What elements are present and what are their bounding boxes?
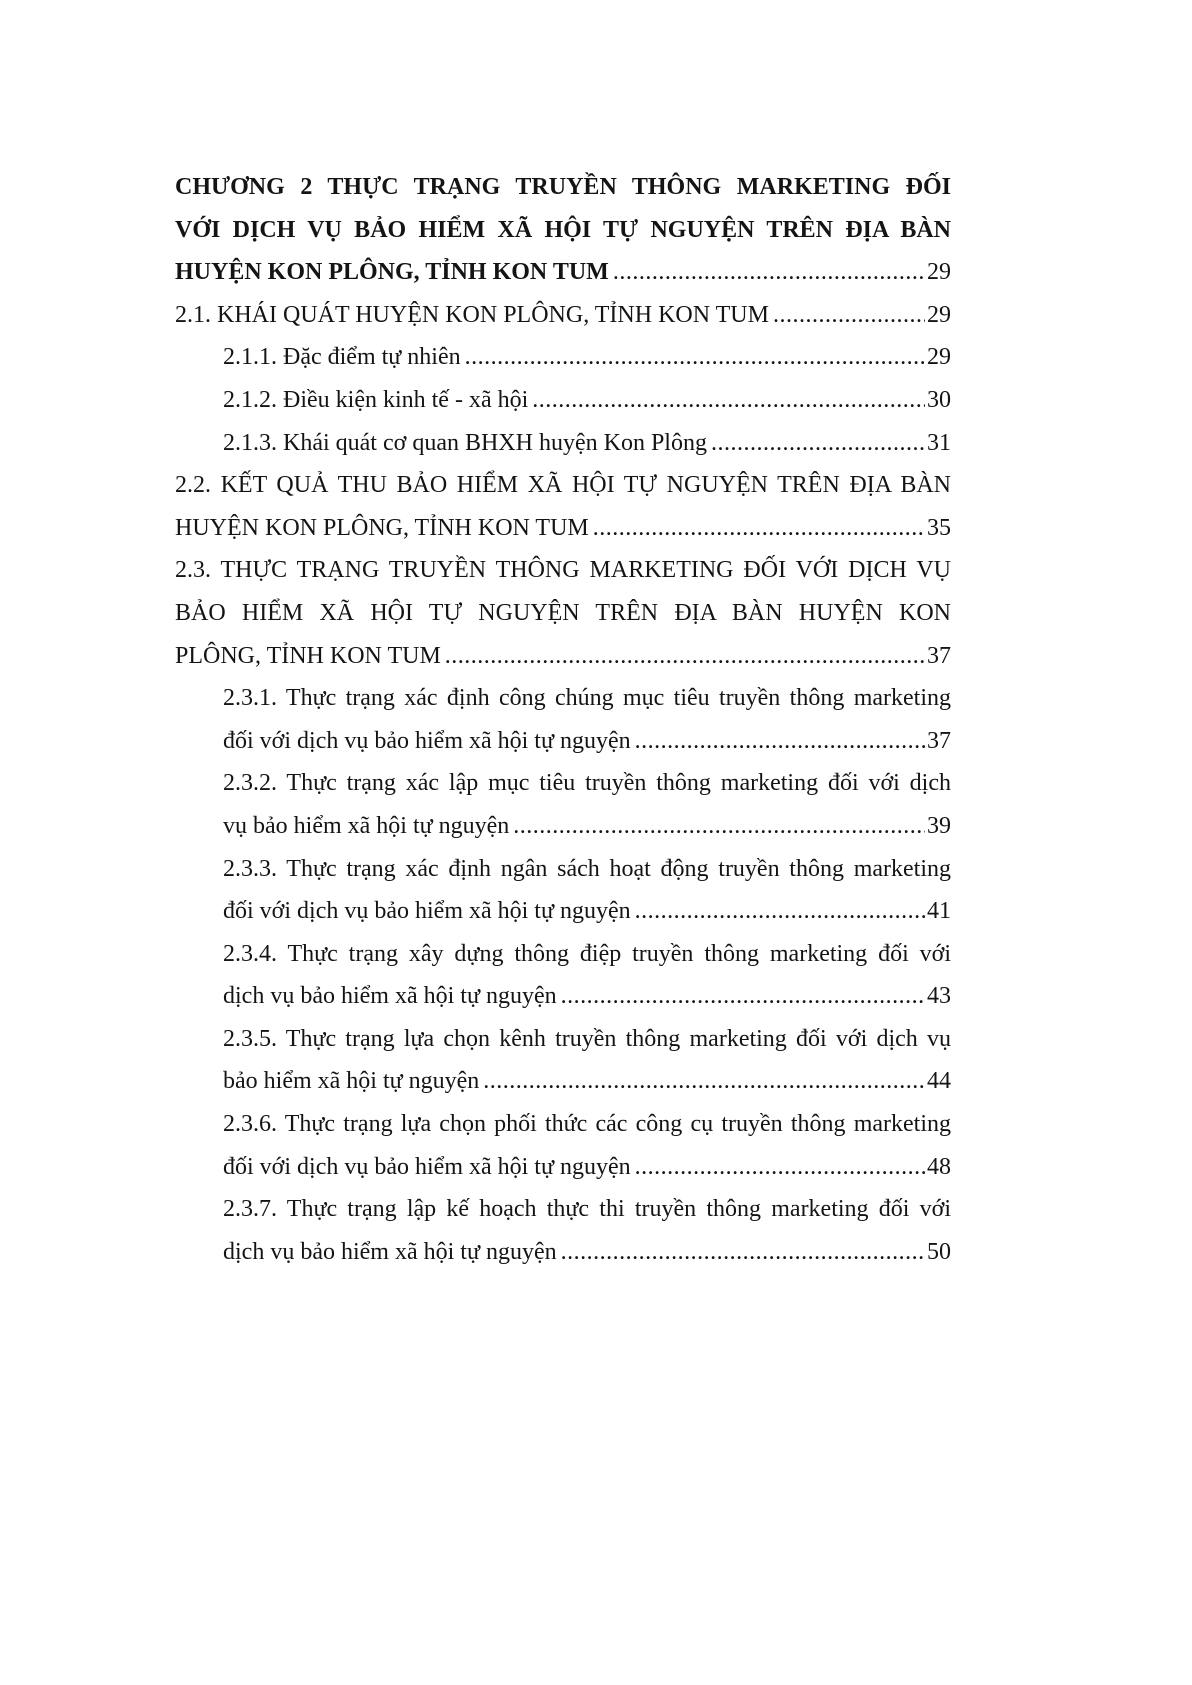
- toc-entry-last-line: [223, 1231, 951, 1274]
- dot-leader: [635, 890, 925, 933]
- toc-entry-title: 2.1.2. Điều kiện kinh tế - xã hội: [223, 386, 529, 413]
- toc-entry-title: bảo hiểm xã hội tự nguyện: [223, 1068, 480, 1095]
- toc-entry-line: CHƯƠNG 2 THỰC TRẠNG TRUYỀN THÔNG MARKETING ĐỐI: [175, 174, 951, 200]
- toc-entry-last-line: [223, 975, 951, 1018]
- toc-page-number: 43: [927, 983, 951, 1010]
- toc-subsection-entry[interactable]: [175, 762, 951, 847]
- toc-page-number: 29: [927, 344, 951, 371]
- toc-section-entry[interactable]: [175, 166, 951, 294]
- toc-page-number: 30: [927, 386, 951, 413]
- toc-entry-title: 2.1.1. Đặc điểm tự nhiên: [223, 344, 461, 371]
- dot-leader: [711, 422, 925, 465]
- toc-entry-last-line: [223, 336, 951, 379]
- toc-entry-last-line: [223, 890, 951, 933]
- toc-section-entry[interactable]: [175, 464, 951, 549]
- toc-entry-line: BẢO HIỂM XÃ HỘI TỰ NGUYỆN TRÊN ĐỊA BÀN HUYỆN KON: [175, 599, 951, 626]
- toc-entry-last-line: [223, 720, 951, 763]
- toc-entry-line: 2.3. THỰC TRẠNG TRUYỀN THÔNG MARKETING ĐỐI VỚI DỊCH VỤ: [175, 557, 951, 584]
- dot-leader: [532, 379, 925, 422]
- toc-entry-title: dịch vụ bảo hiểm xã hội tự nguyện: [223, 983, 557, 1010]
- toc-subsection-entry[interactable]: [175, 422, 951, 465]
- dot-leader: [445, 635, 925, 678]
- toc-entry-title: vụ bảo hiểm xã hội tự nguyện: [223, 812, 510, 839]
- toc-entry-last-line: [175, 251, 951, 294]
- dot-leader: [613, 251, 925, 294]
- toc-page-number: 48: [927, 1153, 951, 1180]
- toc-entry-line: 2.3.3. Thực trạng xác định ngân sách hoạt động truyền thông marketing: [223, 855, 951, 882]
- toc-page-number: 29: [927, 259, 951, 286]
- dot-leader: [465, 336, 925, 379]
- toc-entry-title: đối với dịch vụ bảo hiểm xã hội tự nguyện: [223, 898, 631, 925]
- toc-page-number: 35: [927, 514, 951, 541]
- toc-subsection-entry[interactable]: [175, 1188, 951, 1273]
- toc-entry-last-line: [223, 422, 951, 465]
- toc-page-number: 31: [927, 429, 951, 456]
- toc-subsection-entry[interactable]: [175, 933, 951, 1018]
- toc-subsection-entry[interactable]: [175, 336, 951, 379]
- dot-leader: [483, 1060, 925, 1103]
- toc-subsection-entry[interactable]: [175, 1103, 951, 1188]
- toc-entry-line: 2.3.4. Thực trạng xây dựng thông điệp truyền thông marketing đối với: [223, 940, 951, 967]
- toc-page-number: 41: [927, 898, 951, 925]
- toc-page-number: 44: [927, 1068, 951, 1095]
- toc-entry-title: 2.1. KHÁI QUÁT HUYỆN KON PLÔNG, TỈNH KON TUM: [175, 301, 769, 328]
- toc-entry-line: 2.3.5. Thực trạng lựa chọn kênh truyền thông marketing đối với dịch vụ: [223, 1025, 951, 1052]
- dot-leader: [635, 1146, 925, 1189]
- toc-entry-last-line: [175, 294, 951, 337]
- toc-subsection-entry[interactable]: [175, 379, 951, 422]
- dot-leader: [561, 975, 925, 1018]
- toc-entry-line: VỚI DỊCH VỤ BẢO HIỂM XÃ HỘI TỰ NGUYỆN TRÊN ĐỊA BÀN: [175, 216, 951, 243]
- toc-entry-last-line: [223, 1060, 951, 1103]
- toc-entry-last-line: [223, 805, 951, 848]
- toc-page-number: 37: [927, 642, 951, 669]
- toc-section-entry[interactable]: [175, 294, 951, 337]
- dot-leader: [593, 507, 925, 550]
- toc-entry-line: 2.3.1. Thực trạng xác định công chúng mục tiêu truyền thông marketing: [223, 685, 951, 712]
- toc-entry-line: 2.3.6. Thực trạng lựa chọn phối thức các công cụ truyền thông marketing: [223, 1111, 951, 1138]
- toc-page-number: 50: [927, 1238, 951, 1265]
- toc-entry-line: 2.2. KẾT QUẢ THU BẢO HIỂM XÃ HỘI TỰ NGUYỆN TRÊN ĐỊA BÀN: [175, 472, 951, 499]
- toc-entry-last-line: [223, 379, 951, 422]
- dot-leader: [561, 1231, 925, 1274]
- toc-entry-title: dịch vụ bảo hiểm xã hội tự nguyện: [223, 1238, 557, 1265]
- toc-subsection-entry[interactable]: [175, 848, 951, 933]
- toc-page-number: 37: [927, 727, 951, 754]
- toc-page-number: 39: [927, 812, 951, 839]
- toc-entry-last-line: [175, 507, 951, 550]
- table-of-contents: [175, 166, 951, 1273]
- dot-leader: [635, 720, 925, 763]
- toc-subsection-entry[interactable]: [175, 677, 951, 762]
- dot-leader: [513, 805, 925, 848]
- toc-entry-title: PLÔNG, TỈNH KON TUM: [175, 642, 441, 669]
- toc-section-entry[interactable]: [175, 549, 951, 677]
- toc-entry-line: 2.3.7. Thực trạng lập kế hoạch thực thi truyền thông marketing đối với: [223, 1196, 951, 1223]
- toc-entry-title: 2.1.3. Khái quát cơ quan BHXH huyện Kon Plông: [223, 429, 707, 456]
- toc-subsection-entry[interactable]: [175, 1018, 951, 1103]
- toc-page-number: 29: [927, 301, 951, 328]
- toc-entry-title: HUYỆN KON PLÔNG, TỈNH KON TUM: [175, 514, 589, 541]
- toc-entry-title: đối với dịch vụ bảo hiểm xã hội tự nguyện: [223, 727, 631, 754]
- toc-entry-last-line: [175, 635, 951, 678]
- toc-entry-line: 2.3.2. Thực trạng xác lập mục tiêu truyền thông marketing đối với dịch: [223, 770, 951, 797]
- toc-entry-last-line: [223, 1146, 951, 1189]
- toc-entry-title: đối với dịch vụ bảo hiểm xã hội tự nguyện: [223, 1153, 631, 1180]
- toc-entry-title: HUYỆN KON PLÔNG, TỈNH KON TUM: [175, 259, 609, 286]
- dot-leader: [773, 294, 925, 337]
